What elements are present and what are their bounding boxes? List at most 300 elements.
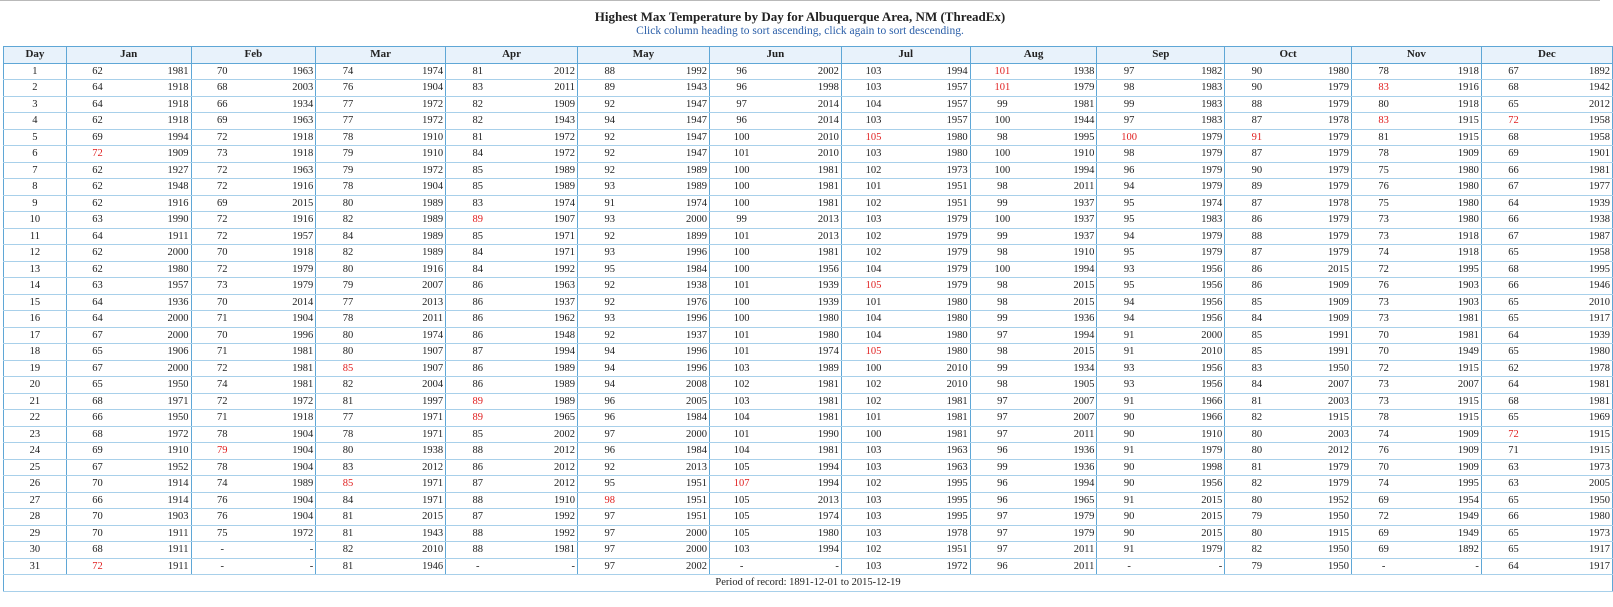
record-year: 2015 <box>380 509 446 526</box>
max-temp-value: 96 <box>970 443 1034 460</box>
max-temp-value: 105 <box>841 344 905 361</box>
record-year: 1973 <box>1545 525 1612 542</box>
max-temp-value: 101 <box>970 63 1034 80</box>
max-temp-value: 66 <box>66 410 128 427</box>
record-year: 1994 <box>1034 327 1097 344</box>
column-header-nov[interactable]: Nov <box>1351 47 1481 64</box>
max-temp-value: 68 <box>66 542 128 559</box>
record-year: 1954 <box>1415 492 1481 509</box>
record-year: 2015 <box>1161 509 1225 526</box>
record-year: 1981 <box>905 393 970 410</box>
record-year: 1979 <box>1289 212 1352 229</box>
max-temp-value: 67 <box>66 459 128 476</box>
max-temp-value: 65 <box>66 344 128 361</box>
record-year: 1979 <box>1289 179 1352 196</box>
record-year: 1992 <box>510 509 578 526</box>
record-year: 1907 <box>380 360 446 377</box>
max-temp-value: 63 <box>66 212 128 229</box>
max-temp-value: 63 <box>66 278 128 295</box>
max-temp-value: 98 <box>970 294 1034 311</box>
record-year: 2000 <box>128 245 191 262</box>
record-year: 2011 <box>510 80 578 97</box>
day-number: 18 <box>4 344 67 361</box>
record-year: 2012 <box>510 476 578 493</box>
record-year: 1973 <box>905 162 970 179</box>
record-year: 1892 <box>1545 63 1612 80</box>
record-year: 1981 <box>253 360 316 377</box>
max-temp-value: 88 <box>578 63 642 80</box>
record-year: 1910 <box>1034 146 1097 163</box>
max-temp-value: 102 <box>841 245 905 262</box>
record-year: 1994 <box>128 129 191 146</box>
max-temp-value: 93 <box>578 311 642 328</box>
record-year: 1978 <box>905 525 970 542</box>
max-temp-value: 86 <box>1225 278 1289 295</box>
record-year: 1957 <box>253 228 316 245</box>
page-title: Highest Max Temperature by Day for Albuquerque Area, NM (ThreadEx) <box>594 9 1006 24</box>
max-temp-value: 98 <box>578 492 642 509</box>
record-year: 1918 <box>1415 96 1481 113</box>
max-temp-value: 102 <box>709 377 773 394</box>
record-year: 1934 <box>253 96 316 113</box>
day-number: 23 <box>4 426 67 443</box>
record-year: 1904 <box>253 311 316 328</box>
max-temp-value: 77 <box>316 113 380 130</box>
max-temp-value: 82 <box>316 542 380 559</box>
max-temp-value: 85 <box>446 228 510 245</box>
max-temp-value: 76 <box>316 80 380 97</box>
record-year: 1917 <box>1545 558 1612 575</box>
record-year: 1951 <box>641 509 709 526</box>
max-temp-value: 91 <box>1225 129 1289 146</box>
max-temp-value: 103 <box>841 113 905 130</box>
record-year: 1996 <box>641 344 709 361</box>
max-temp-value: 64 <box>1481 377 1545 394</box>
record-year: 1979 <box>1289 476 1352 493</box>
record-year: 1989 <box>510 162 578 179</box>
record-year: 1915 <box>1415 129 1481 146</box>
max-temp-value: 102 <box>841 542 905 559</box>
max-temp-value: 103 <box>709 360 773 377</box>
record-year: 1979 <box>905 261 970 278</box>
record-year: 1965 <box>510 410 578 427</box>
max-temp-value: 69 <box>1481 146 1545 163</box>
record-year: 1989 <box>510 377 578 394</box>
record-year: 2000 <box>128 360 191 377</box>
record-year: 1942 <box>1545 80 1612 97</box>
max-temp-value: 94 <box>1097 228 1161 245</box>
record-year: 1972 <box>380 162 446 179</box>
record-year: 1979 <box>1161 245 1225 262</box>
footer-row <box>4 575 1613 592</box>
max-temp-value: 65 <box>1481 245 1545 262</box>
record-year: 1974 <box>380 63 446 80</box>
max-temp-value: 64 <box>66 294 128 311</box>
record-year: 1914 <box>128 492 191 509</box>
max-temp-value: 65 <box>1481 542 1545 559</box>
record-year: 1974 <box>1161 195 1225 212</box>
table-row <box>4 426 1613 443</box>
column-header-day[interactable]: Day <box>4 47 67 64</box>
max-temp-value: 70 <box>66 525 128 542</box>
max-temp-value: 101 <box>709 327 773 344</box>
table-row <box>4 129 1613 146</box>
max-temp-value: 94 <box>578 360 642 377</box>
column-header-jan[interactable]: Jan <box>66 47 191 64</box>
record-year: 1981 <box>773 410 841 427</box>
max-temp-value: 75 <box>1351 162 1415 179</box>
max-temp-value: 102 <box>841 162 905 179</box>
max-temp-value: 105 <box>841 129 905 146</box>
max-temp-value: 67 <box>66 360 128 377</box>
max-temp-value: 88 <box>446 492 510 509</box>
max-temp-value: 102 <box>841 476 905 493</box>
max-temp-value: 86 <box>446 278 510 295</box>
record-year: 1979 <box>1161 542 1225 559</box>
max-temp-value: 86 <box>1225 212 1289 229</box>
max-temp-value: 96 <box>970 476 1034 493</box>
record-year: 2008 <box>641 377 709 394</box>
max-temp-value: 72 <box>1351 509 1415 526</box>
max-temp-value: 89 <box>578 80 642 97</box>
max-temp-value: 85 <box>316 476 380 493</box>
record-year: 1989 <box>773 360 841 377</box>
max-temp-value: 87 <box>446 476 510 493</box>
record-year: 1939 <box>773 278 841 295</box>
record-year: 1949 <box>1415 344 1481 361</box>
day-number: 25 <box>4 459 67 476</box>
record-year: 1969 <box>1545 410 1612 427</box>
max-temp-value: 80 <box>316 327 380 344</box>
max-temp-value: 73 <box>191 146 253 163</box>
max-temp-value: 78 <box>191 426 253 443</box>
column-header-may[interactable]: May <box>578 47 710 64</box>
record-year: 1979 <box>1034 80 1097 97</box>
max-temp-value: 104 <box>841 327 905 344</box>
record-year: 1971 <box>510 228 578 245</box>
max-temp-value: 72 <box>191 393 253 410</box>
record-year: 1903 <box>128 509 191 526</box>
day-number: 4 <box>4 113 67 130</box>
record-year: 2015 <box>1034 344 1097 361</box>
record-year: 1994 <box>510 344 578 361</box>
record-year: 1963 <box>253 113 316 130</box>
max-temp-value: 73 <box>1351 393 1415 410</box>
max-temp-value: 97 <box>1097 63 1161 80</box>
max-temp-value: 101 <box>841 179 905 196</box>
day-number: 2 <box>4 80 67 97</box>
record-year: 1974 <box>773 344 841 361</box>
max-temp-value: 72 <box>191 129 253 146</box>
max-temp-value: 85 <box>446 426 510 443</box>
max-temp-value: 100 <box>709 294 773 311</box>
record-year: 1983 <box>1161 80 1225 97</box>
max-temp-value: 63 <box>1481 476 1545 493</box>
max-temp-value: 103 <box>841 443 905 460</box>
record-year: 1980 <box>905 327 970 344</box>
record-year: 1995 <box>1415 476 1481 493</box>
record-year: 1989 <box>380 195 446 212</box>
max-temp-value: 88 <box>446 525 510 542</box>
max-temp-value: 100 <box>970 212 1034 229</box>
max-temp-value: 80 <box>316 443 380 460</box>
record-year: 1983 <box>1161 212 1225 229</box>
record-year: 1979 <box>905 278 970 295</box>
record-year: 1962 <box>510 311 578 328</box>
record-year: 1910 <box>380 146 446 163</box>
record-year: 1934 <box>1034 360 1097 377</box>
record-year: 2012 <box>510 459 578 476</box>
max-temp-value: 85 <box>1225 294 1289 311</box>
max-temp-value: 66 <box>1481 212 1545 229</box>
table-row <box>4 179 1613 196</box>
record-year: 1950 <box>1545 492 1612 509</box>
record-year: 1963 <box>253 63 316 80</box>
max-temp-value: 78 <box>316 179 380 196</box>
max-temp-value: 72 <box>1351 360 1415 377</box>
record-year: 1974 <box>641 195 709 212</box>
max-temp-value: 91 <box>1097 327 1161 344</box>
max-temp-value: 70 <box>191 245 253 262</box>
record-year: 1956 <box>773 261 841 278</box>
column-header-jul[interactable]: Jul <box>841 47 970 64</box>
max-temp-value: 81 <box>316 558 380 575</box>
max-temp-value: 93 <box>1097 360 1161 377</box>
day-number: 24 <box>4 443 67 460</box>
record-year: 1918 <box>253 146 316 163</box>
record-year: 1918 <box>128 96 191 113</box>
record-year: 1949 <box>1415 525 1481 542</box>
max-temp-value: 83 <box>446 195 510 212</box>
max-temp-value: 64 <box>1481 195 1545 212</box>
sort-instructions: Click column heading to sort ascending, click again to sort descending. <box>636 25 964 37</box>
max-temp-value: 96 <box>709 80 773 97</box>
record-year: 1998 <box>773 80 841 97</box>
max-temp-value: 84 <box>446 245 510 262</box>
record-year: 1981 <box>510 542 578 559</box>
record-year: 1994 <box>773 459 841 476</box>
max-temp-value: 89 <box>446 393 510 410</box>
max-temp-value: 98 <box>970 377 1034 394</box>
max-temp-value: 73 <box>1351 228 1415 245</box>
record-year: 1983 <box>1161 96 1225 113</box>
record-year: 1994 <box>773 542 841 559</box>
record-year: 1958 <box>1545 129 1612 146</box>
record-year: 2012 <box>510 63 578 80</box>
record-year: 1979 <box>1289 228 1352 245</box>
max-temp-value: 101 <box>841 410 905 427</box>
record-year: 1981 <box>773 195 841 212</box>
record-year: 1972 <box>128 426 191 443</box>
day-number: 26 <box>4 476 67 493</box>
record-year: 1981 <box>253 377 316 394</box>
table-row <box>4 476 1613 493</box>
record-year: 1974 <box>773 509 841 526</box>
record-year: 1904 <box>253 509 316 526</box>
record-year: 1996 <box>641 245 709 262</box>
max-temp-value: 69 <box>1351 525 1415 542</box>
column-header-mar[interactable]: Mar <box>316 47 446 64</box>
record-year: 1950 <box>1289 558 1352 575</box>
max-temp-value: 81 <box>316 509 380 526</box>
day-number: 15 <box>4 294 67 311</box>
max-temp-value: 93 <box>1097 261 1161 278</box>
record-year: 1981 <box>773 393 841 410</box>
record-year: 1938 <box>641 278 709 295</box>
record-year: 2002 <box>641 558 709 575</box>
record-year: 1938 <box>1034 63 1097 80</box>
max-temp-value: - <box>446 558 510 575</box>
max-temp-value: 65 <box>1481 344 1545 361</box>
max-temp-value: 66 <box>1481 509 1545 526</box>
max-temp-value: 81 <box>316 525 380 542</box>
table-row <box>4 542 1613 559</box>
max-temp-value: 74 <box>191 476 253 493</box>
max-temp-value: 94 <box>1097 294 1161 311</box>
day-number: 16 <box>4 311 67 328</box>
table-row <box>4 63 1613 80</box>
max-temp-value: 69 <box>191 113 253 130</box>
max-temp-value: 72 <box>191 179 253 196</box>
day-number: 31 <box>4 558 67 575</box>
record-year: 1944 <box>1034 113 1097 130</box>
column-header-feb[interactable]: Feb <box>191 47 316 64</box>
column-header-oct[interactable]: Oct <box>1225 47 1352 64</box>
max-temp-value: 82 <box>1225 410 1289 427</box>
record-year: 1981 <box>773 179 841 196</box>
record-year: 2005 <box>1545 476 1612 493</box>
max-temp-value: 104 <box>709 443 773 460</box>
max-temp-value: 79 <box>316 146 380 163</box>
record-year: 1956 <box>1161 261 1225 278</box>
record-year: 1910 <box>1034 245 1097 262</box>
max-temp-value: 70 <box>66 476 128 493</box>
record-year: 1966 <box>1161 393 1225 410</box>
record-year: 1980 <box>1289 63 1352 80</box>
max-temp-value: 68 <box>1481 261 1545 278</box>
max-temp-value: 100 <box>709 245 773 262</box>
max-temp-value: 97 <box>709 96 773 113</box>
record-year: 1980 <box>905 146 970 163</box>
day-number: 3 <box>4 96 67 113</box>
max-temp-value: 89 <box>446 410 510 427</box>
day-number: 7 <box>4 162 67 179</box>
record-year: 1937 <box>510 294 578 311</box>
max-temp-value: 78 <box>1351 63 1415 80</box>
record-year: 1948 <box>510 327 578 344</box>
max-temp-value: 91 <box>578 195 642 212</box>
record-year: 2012 <box>510 443 578 460</box>
max-temp-value: 79 <box>1225 509 1289 526</box>
max-temp-value: 99 <box>970 311 1034 328</box>
max-temp-value: 64 <box>66 311 128 328</box>
max-temp-value: 85 <box>446 162 510 179</box>
record-year: 1989 <box>510 360 578 377</box>
max-temp-value: 94 <box>578 113 642 130</box>
max-temp-value: 107 <box>709 476 773 493</box>
column-header-dec[interactable]: Dec <box>1481 47 1612 64</box>
max-temp-value: 90 <box>1225 63 1289 80</box>
max-temp-value: 85 <box>446 179 510 196</box>
record-year: 1916 <box>1415 80 1481 97</box>
record-year: 1918 <box>253 410 316 427</box>
record-year: 1995 <box>905 509 970 526</box>
max-temp-value: 82 <box>316 212 380 229</box>
record-year: 1937 <box>1034 212 1097 229</box>
max-temp-value: 84 <box>316 228 380 245</box>
record-year: 2005 <box>641 393 709 410</box>
column-header-sep[interactable]: Sep <box>1097 47 1225 64</box>
record-year: 1917 <box>1545 311 1612 328</box>
record-year: 1979 <box>1161 146 1225 163</box>
max-temp-value: 99 <box>709 212 773 229</box>
record-year: 1989 <box>380 245 446 262</box>
max-temp-value: 69 <box>66 129 128 146</box>
record-year: 1917 <box>1545 542 1612 559</box>
max-temp-value: 69 <box>1351 542 1415 559</box>
max-temp-value: 69 <box>66 443 128 460</box>
record-year: 1904 <box>253 492 316 509</box>
max-temp-value: 93 <box>578 245 642 262</box>
record-year: 1950 <box>1289 509 1352 526</box>
record-year: 1971 <box>380 410 446 427</box>
record-year: 1995 <box>1545 261 1612 278</box>
max-temp-value: 101 <box>709 228 773 245</box>
max-temp-value: 80 <box>1225 443 1289 460</box>
max-temp-value: 68 <box>1481 393 1545 410</box>
max-temp-value: 102 <box>841 393 905 410</box>
column-header-apr[interactable]: Apr <box>446 47 578 64</box>
table-row <box>4 327 1613 344</box>
max-temp-value: 80 <box>1225 525 1289 542</box>
record-year: 2000 <box>641 542 709 559</box>
max-temp-value: 97 <box>1097 113 1161 130</box>
max-temp-value: 100 <box>709 162 773 179</box>
max-temp-value: 70 <box>1351 327 1415 344</box>
max-temp-value: - <box>1351 558 1415 575</box>
record-year: 1956 <box>1161 360 1225 377</box>
record-year: 1980 <box>905 311 970 328</box>
max-temp-value: 104 <box>841 311 905 328</box>
day-number: 22 <box>4 410 67 427</box>
column-header-aug[interactable]: Aug <box>970 47 1097 64</box>
max-temp-value: 67 <box>1481 228 1545 245</box>
max-temp-value: 100 <box>970 162 1034 179</box>
column-header-jun[interactable]: Jun <box>709 47 841 64</box>
record-year: 2015 <box>1034 294 1097 311</box>
table-row <box>4 360 1613 377</box>
max-temp-value: 65 <box>1481 410 1545 427</box>
record-year: 1905 <box>1034 377 1097 394</box>
max-temp-value: 95 <box>1097 278 1161 295</box>
max-temp-value: 75 <box>1351 195 1415 212</box>
max-temp-value: 74 <box>191 377 253 394</box>
record-year: 1910 <box>380 129 446 146</box>
max-temp-value: 69 <box>1351 492 1415 509</box>
max-temp-value: 98 <box>970 278 1034 295</box>
max-temp-value: 90 <box>1225 162 1289 179</box>
max-temp-value: 86 <box>446 311 510 328</box>
max-temp-value: 89 <box>446 212 510 229</box>
max-temp-value: 95 <box>1097 195 1161 212</box>
record-year: 1979 <box>1161 443 1225 460</box>
record-year: 1981 <box>1415 327 1481 344</box>
record-year: 2014 <box>253 294 316 311</box>
record-year: 2002 <box>510 426 578 443</box>
record-year: 1951 <box>641 476 709 493</box>
record-year: 1979 <box>905 228 970 245</box>
max-temp-value: 88 <box>446 542 510 559</box>
